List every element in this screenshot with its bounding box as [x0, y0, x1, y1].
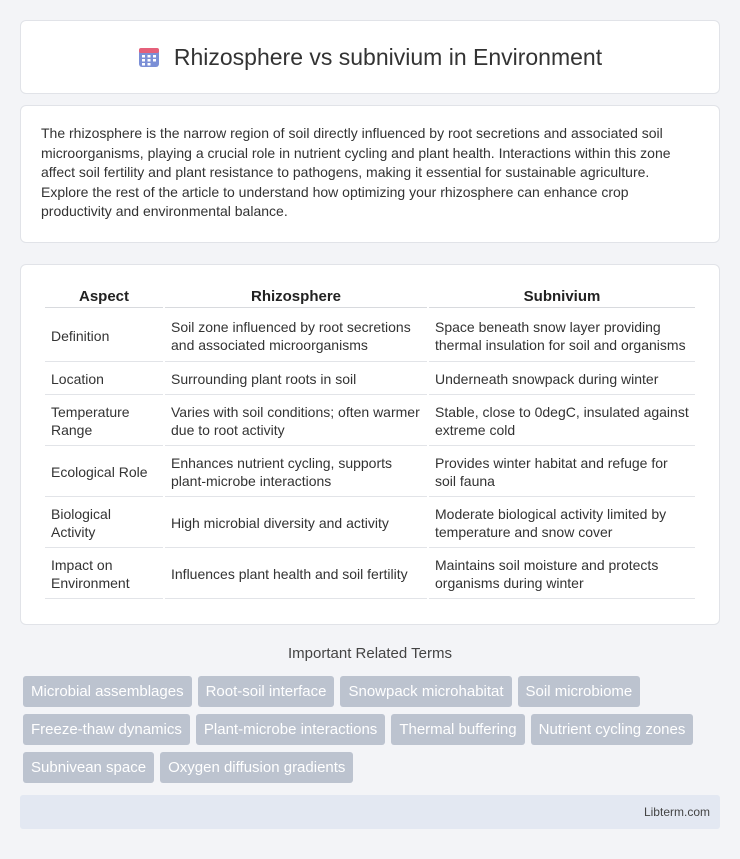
related-term-tag[interactable]: Oxygen diffusion gradients — [160, 752, 353, 783]
related-terms-tags — [20, 676, 720, 783]
related-term-tag[interactable]: Subnivean space — [23, 752, 154, 783]
table-cell-rhizosphere: Varies with soil conditions; often warmer due to root activity — [165, 397, 427, 446]
calendar-grid-icon — [138, 46, 160, 68]
page-title: Rhizosphere vs subnivium in Environment — [173, 43, 603, 70]
table-cell-subnivium: Maintains soil moisture and protects organisms during winter — [429, 550, 695, 599]
footer — [20, 795, 720, 829]
related-term-tag[interactable]: Thermal buffering — [391, 714, 524, 745]
footer-brand-link[interactable]: Libterm.com — [643, 805, 710, 819]
table-row — [45, 310, 695, 362]
table-cell-subnivium: Stable, close to 0degC, insulated against extreme cold — [429, 397, 695, 446]
related-term-tag[interactable]: Microbial assemblages — [23, 676, 192, 707]
intro-paragraph: The rhizosphere is the narrow region of soil directly influenced by root secretions and associated soil microorganisms, playing a crucial role in nutrient cycling and plant health. Interactions within this zone affect soil fertility and plant resistance to pathogens, making it essential for sustainable agriculture. Explore the rest of the article to understand how optimizing your rhizosphere can enhance crop productivity and environmental balance. — [41, 125, 671, 219]
related-term-tag[interactable]: Plant-microbe interactions — [196, 714, 385, 745]
table-cell-rhizosphere: Influences plant health and soil fertility — [165, 550, 427, 599]
related-terms-section — [20, 645, 720, 783]
table-cell-subnivium: Moderate biological activity limited by temperature and snow cover — [429, 499, 695, 548]
table-cell-aspect: Ecological Role — [45, 448, 163, 497]
table-row — [45, 448, 695, 497]
table-cell-aspect: Temperature Range — [45, 397, 163, 446]
table-cell-subnivium: Space beneath snow layer providing thermal insulation for soil and organisms — [429, 310, 695, 362]
table-row — [45, 499, 695, 548]
table-row — [45, 550, 695, 599]
table-cell-subnivium: Underneath snowpack during winter — [429, 364, 695, 395]
related-term-tag[interactable]: Snowpack microhabitat — [340, 676, 511, 707]
table-cell-rhizosphere: Enhances nutrient cycling, supports plant-microbe interactions — [165, 448, 427, 497]
related-term-tag[interactable]: Root-soil interface — [198, 676, 335, 707]
table-cell-aspect: Location — [45, 364, 163, 395]
table-cell-aspect: Biological Activity — [45, 499, 163, 548]
comparison-table-card — [20, 264, 720, 625]
column-header-rhizosphere: Rhizosphere — [165, 287, 427, 308]
comparison-table — [43, 285, 697, 601]
column-header-subnivium: Subnivium — [429, 287, 695, 308]
table-cell-aspect: Definition — [45, 310, 163, 362]
related-term-tag[interactable]: Nutrient cycling zones — [531, 714, 694, 745]
table-cell-rhizosphere: High microbial diversity and activity — [165, 499, 427, 548]
related-term-tag[interactable]: Soil microbiome — [518, 676, 641, 707]
table-cell-subnivium: Provides winter habitat and refuge for soil fauna — [429, 448, 695, 497]
table-row — [45, 364, 695, 395]
table-cell-aspect: Impact on Environment — [45, 550, 163, 599]
table-header-row — [45, 287, 695, 308]
table-cell-rhizosphere: Surrounding plant roots in soil — [165, 364, 427, 395]
title-card — [20, 20, 720, 94]
table-row — [45, 397, 695, 446]
table-cell-rhizosphere: Soil zone influenced by root secretions and associated microorganisms — [165, 310, 427, 362]
related-term-tag[interactable]: Freeze-thaw dynamics — [23, 714, 190, 745]
related-terms-title: Important Related Terms — [288, 645, 452, 662]
column-header-aspect: Aspect — [45, 287, 163, 308]
intro-card — [20, 105, 720, 243]
